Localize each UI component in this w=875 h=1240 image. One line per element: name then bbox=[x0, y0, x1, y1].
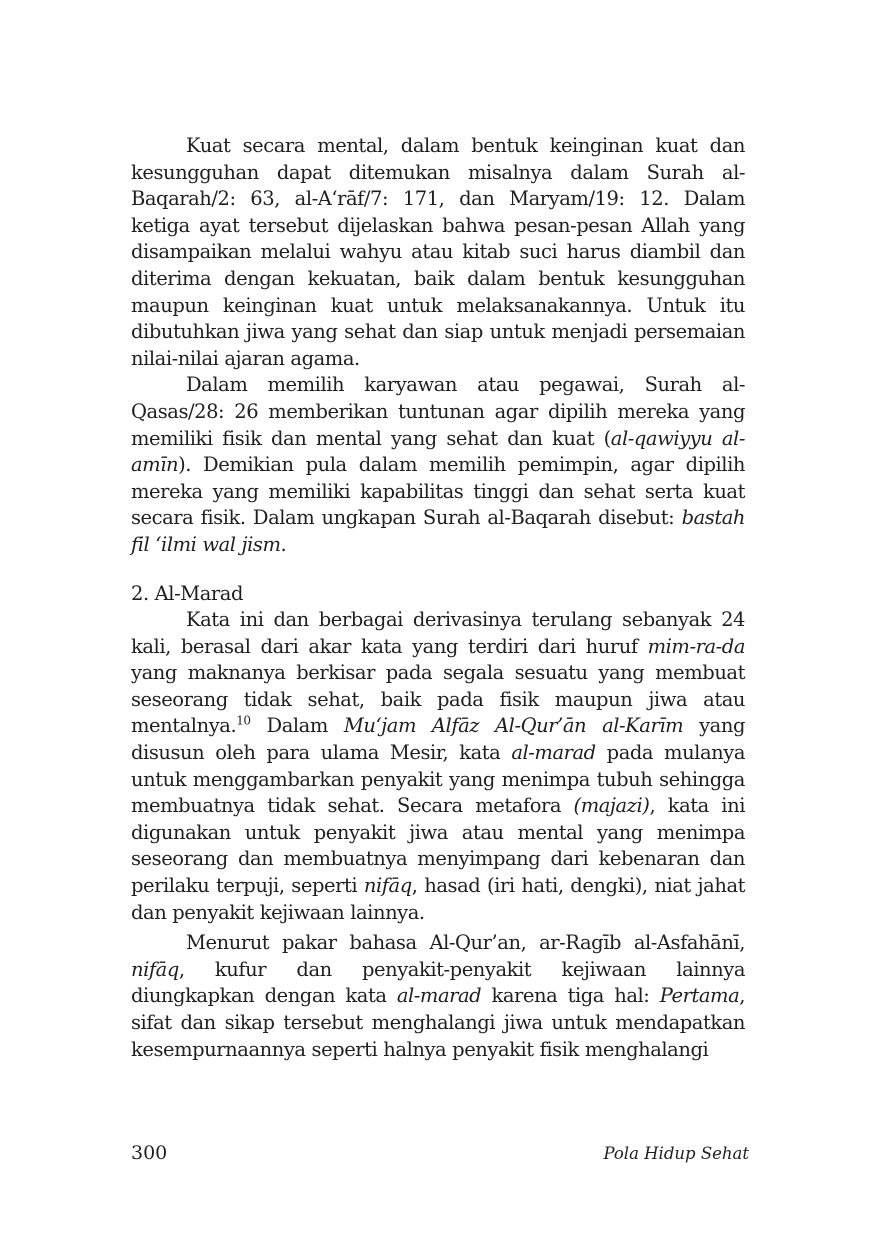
page-number: 300 bbox=[131, 1142, 168, 1164]
paragraph-2: Dalam memilih karyawan atau pegawai, Surah al-Qasas/28: 26 memberikan tuntunan agar dipilih mereka yang memiliki fisik dan mental yang sehat dan kuat (al-qawiyyu al-amīn). Demikian pula dalam memilih pemimpin, agar dipilih mereka yang memiliki kapabilitas tinggi dan sehat serta kuat secara fisik. Dalam ungkapan Surah al-Baqarah disebut: bastah fil ‘ilmi wal jism. bbox=[131, 373, 745, 556]
italic-term: nifāq bbox=[363, 874, 412, 898]
body-text bbox=[131, 133, 745, 1063]
italic-term: al-marad bbox=[396, 984, 482, 1008]
page-footer bbox=[131, 1142, 749, 1172]
section-heading: 2. Al-Marad bbox=[131, 581, 243, 605]
italic-term: al-marad bbox=[511, 741, 596, 765]
italic-term: Pertama bbox=[659, 984, 740, 1008]
italic-term: Mu‘jam Alfāz Al-Qur’ān al-Karīm bbox=[343, 714, 684, 738]
paragraph-4: Menurut pakar bahasa Al-Qur’an, ar-Ragīb al-Asfahānī, nifāq, kufur dan penyakit-penyakit kejiwaan lainnya diungkapkan dengan kata al-marad karena tiga hal: Pertama, sifat dan sikap tersebut menghalangi jiwa untuk mendapatkan kesempurnaannya seperti halnya penyakit fisik menghalangi bbox=[131, 931, 746, 1061]
italic-term: nifāq bbox=[131, 957, 179, 981]
italic-term: mim-ra-da bbox=[647, 634, 745, 658]
paragraph-1: Kuat secara mental, dalam bentuk keinginan kuat dan kesungguhan dapat ditemukan misalnya dalam Surah al-Baqarah/2: 63, al-A‘rāf/7: 171, dan Maryam/19: 12. Dalam ketiga ayat tersebut dijelaskan bahwa pesan-pesan Allah yang disampaikan melalui wahyu atau kitab suci harus diambil dan diterima dengan kekuatan, baik dalam bentuk kesungguhan maupun keinginan kuat untuk melaksanakannya. Untuk itu dibutuhkan jiwa yang sehat dan siap untuk menjadi persemaian nilai-nilai ajaran agama. bbox=[131, 134, 745, 370]
italic-term: (majazi) bbox=[573, 794, 650, 818]
italic-term: al-qawiyyu al-amīn bbox=[131, 426, 745, 477]
running-title: Pola Hidup Sehat bbox=[603, 1144, 749, 1163]
italic-term: bastah fil ‘ilmi wal jism bbox=[131, 506, 745, 556]
paragraph-3: Kata ini dan berbagai derivasinya terulang sebanyak 24 kali, berasal dari akar kata yang terdiri dari huruf mim-ra-da yang maknanya berkisar pada segala sesuatu yang membuat seseorang tidak sehat, baik pada fisik maupun jiwa atau mentalnya.$^{10}$ Dalam Mu‘jam Alfāz Al-Qur’ān al-Karīm yang disusun oleh para ulama Mesir, kata al-marad pada mulanya untuk menggambarkan penyakit yang menimpa tubuh sehingga membuatnya tidak sehat. Secara metafora (majazi), kata ini digunakan untuk penyakit jiwa atau mental yang menimpa seseorang dan membuatnya menyimpang dari kebenaran dan perilaku terpuji, seperti nifāq, hasad (iri hati, dengki), niat jahat dan penyakit kejiwaan lainnya. bbox=[131, 608, 746, 924]
footnote-marker: 10 bbox=[236, 713, 251, 728]
